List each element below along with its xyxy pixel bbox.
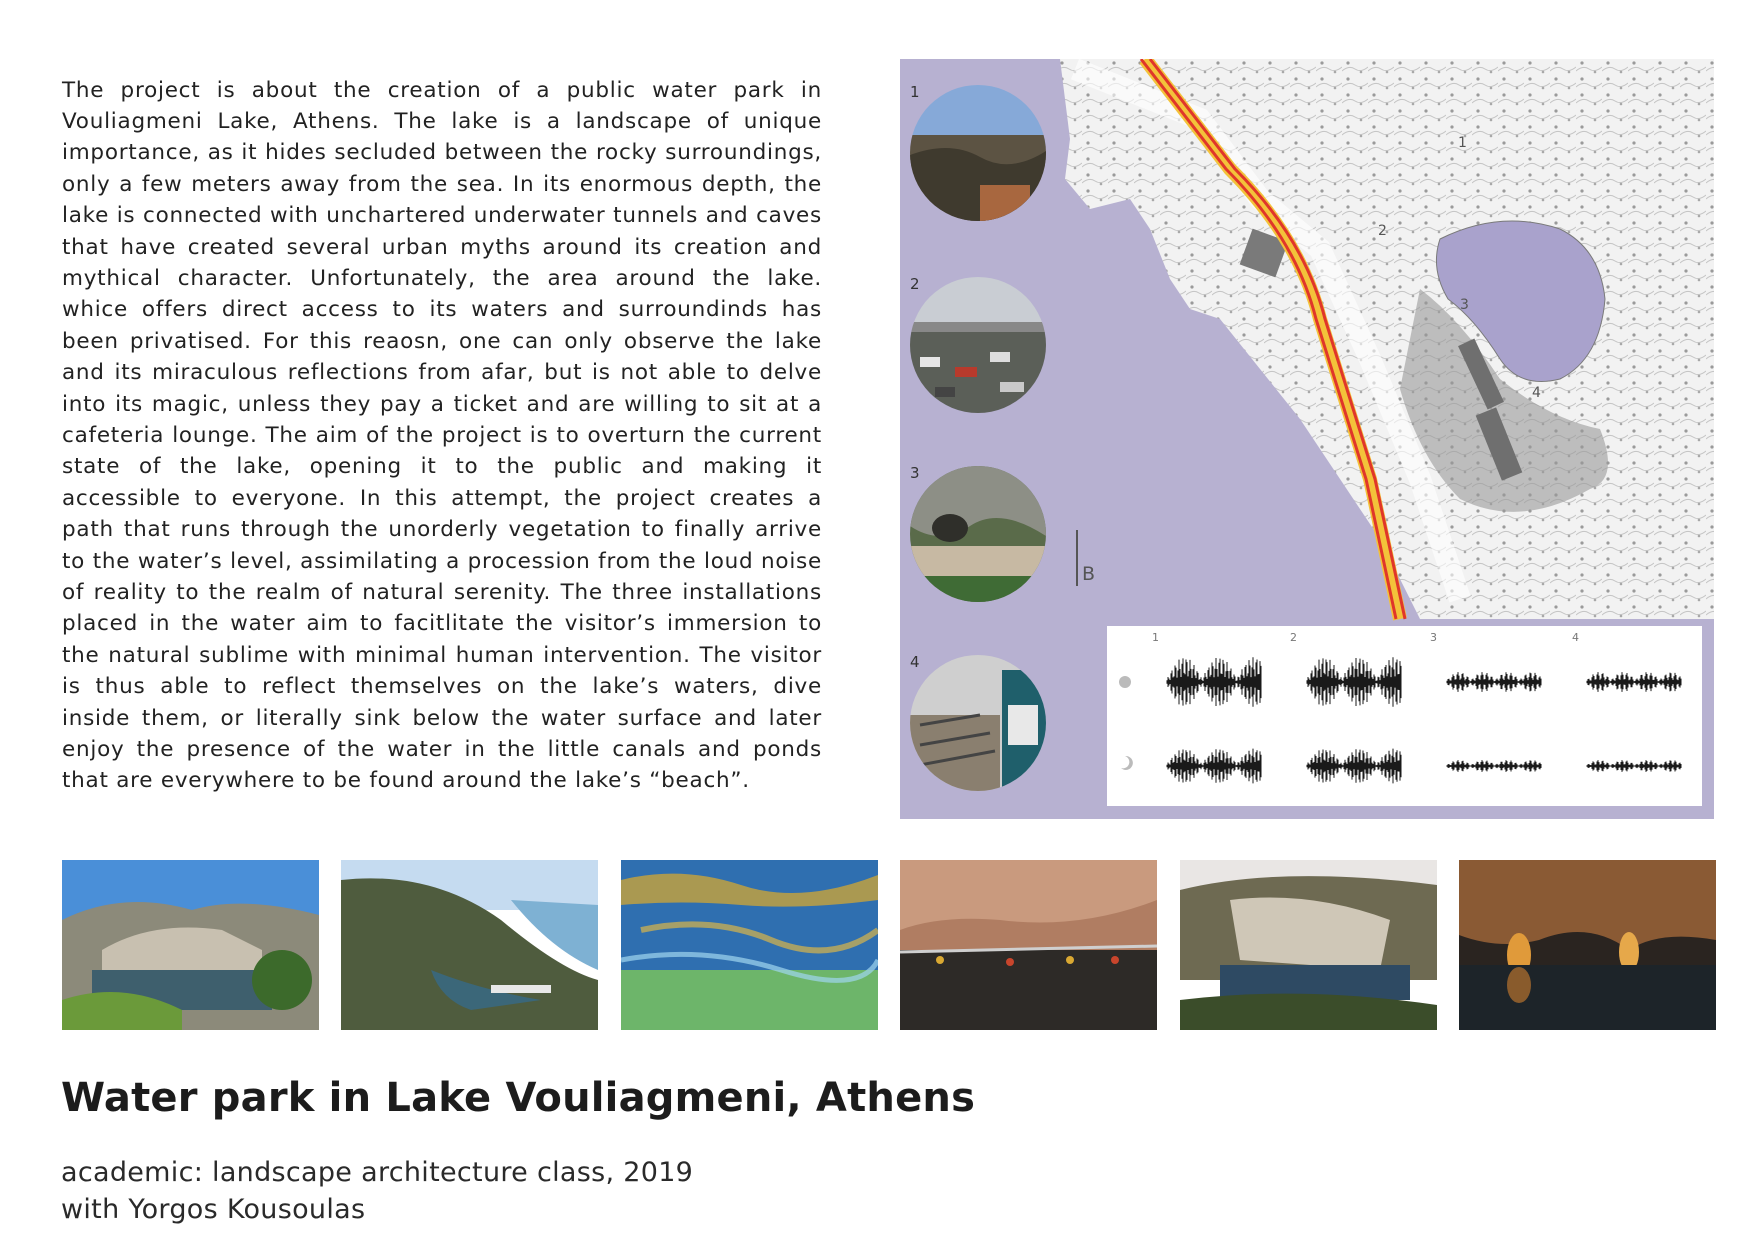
photo-6	[1459, 860, 1716, 1030]
circle-photo-1	[910, 85, 1046, 221]
moon-marker-icon	[1121, 756, 1133, 770]
sound-label-1: 1	[1152, 631, 1159, 644]
photo-2	[341, 860, 598, 1030]
waveform-graphic	[1107, 626, 1702, 806]
section-label: B	[1082, 563, 1096, 585]
waveform-night-3	[1447, 760, 1541, 772]
circle-photo-4	[910, 655, 1046, 791]
map-label-3: 3	[1460, 297, 1469, 313]
waveform-day-4	[1587, 672, 1681, 692]
photo-5	[1180, 860, 1437, 1030]
section-marker	[1076, 530, 1078, 586]
map-label-4: 4	[1532, 385, 1541, 401]
project-description: The project is about the creation of a public water park in Vouliagmeni Lake, Athens. The lake is a landscape of unique importance, as it hides secluded between the rocky surroundings, only a few meters away from the sea. In its enormous depth, the lake is connected with unchartered underwater tunnels and caves that have created several urban myths around its creation and mythical character. Unfortunately, the area around the lake. whice offers direct access to its waters and surroundinds has been privatised. For this reaosn, one can only observe the lake and its miraculous reflections from afar, but is not able to delve into its magic, unless they pay a ticket and are willing to sit at a cafeteria lounge. The aim of the project is to overturn the current state of the lake, opening it to the public and making it accessible to everyone. In this attempt, the project creates a path that runs through the unorderly vegetation to finally arrive to the water’s level, assimilating a procession from the loud noise of reality to the realm of natural serenity. The three installations placed in the water aim to facitlitate the visitor’s immersion to the natural sublime with minimal human intervention. The visitor is thus able to reflect themselves on the lake’s waters, dive inside them, or literally sink below the water surface and later enjoy the presence of the water in the little canals and ponds that are everywhere to be found around the lake’s “beach”.	[62, 77, 822, 794]
sound-label-4: 4	[1572, 631, 1579, 644]
waveform-day-1	[1167, 657, 1261, 707]
project-credits	[61, 1154, 693, 1228]
sun-marker-icon	[1119, 676, 1131, 688]
waveform-night-1	[1167, 749, 1261, 784]
circle-photo-2	[910, 277, 1046, 413]
credits-line-2: with Yorgos Kousoulas	[61, 1194, 366, 1225]
sound-wave-chart	[1107, 626, 1702, 806]
photo-1	[62, 860, 319, 1030]
waveform-night-4	[1587, 760, 1681, 772]
circle-label-4: 4	[910, 653, 920, 671]
waveform-day-3	[1447, 672, 1541, 692]
waveform-night-2	[1307, 749, 1401, 784]
waveform-day-2	[1307, 657, 1401, 707]
map-label-2: 2	[1378, 223, 1387, 239]
circle-label-3: 3	[910, 464, 920, 482]
circle-label-2: 2	[910, 275, 920, 293]
circle-label-1: 1	[910, 83, 920, 101]
circle-photo-3	[910, 466, 1046, 602]
sound-label-2: 2	[1290, 631, 1297, 644]
page-title: Water park in Lake Vouliagmeni, Athens	[61, 1075, 976, 1121]
site-plan-panel	[900, 59, 1714, 819]
credits-line-1: academic: landscape architecture class, 2019	[61, 1157, 694, 1188]
sound-label-3: 3	[1430, 631, 1437, 644]
photo-4	[900, 860, 1157, 1030]
map-label-1: 1	[1458, 135, 1467, 151]
photo-3	[621, 860, 878, 1030]
